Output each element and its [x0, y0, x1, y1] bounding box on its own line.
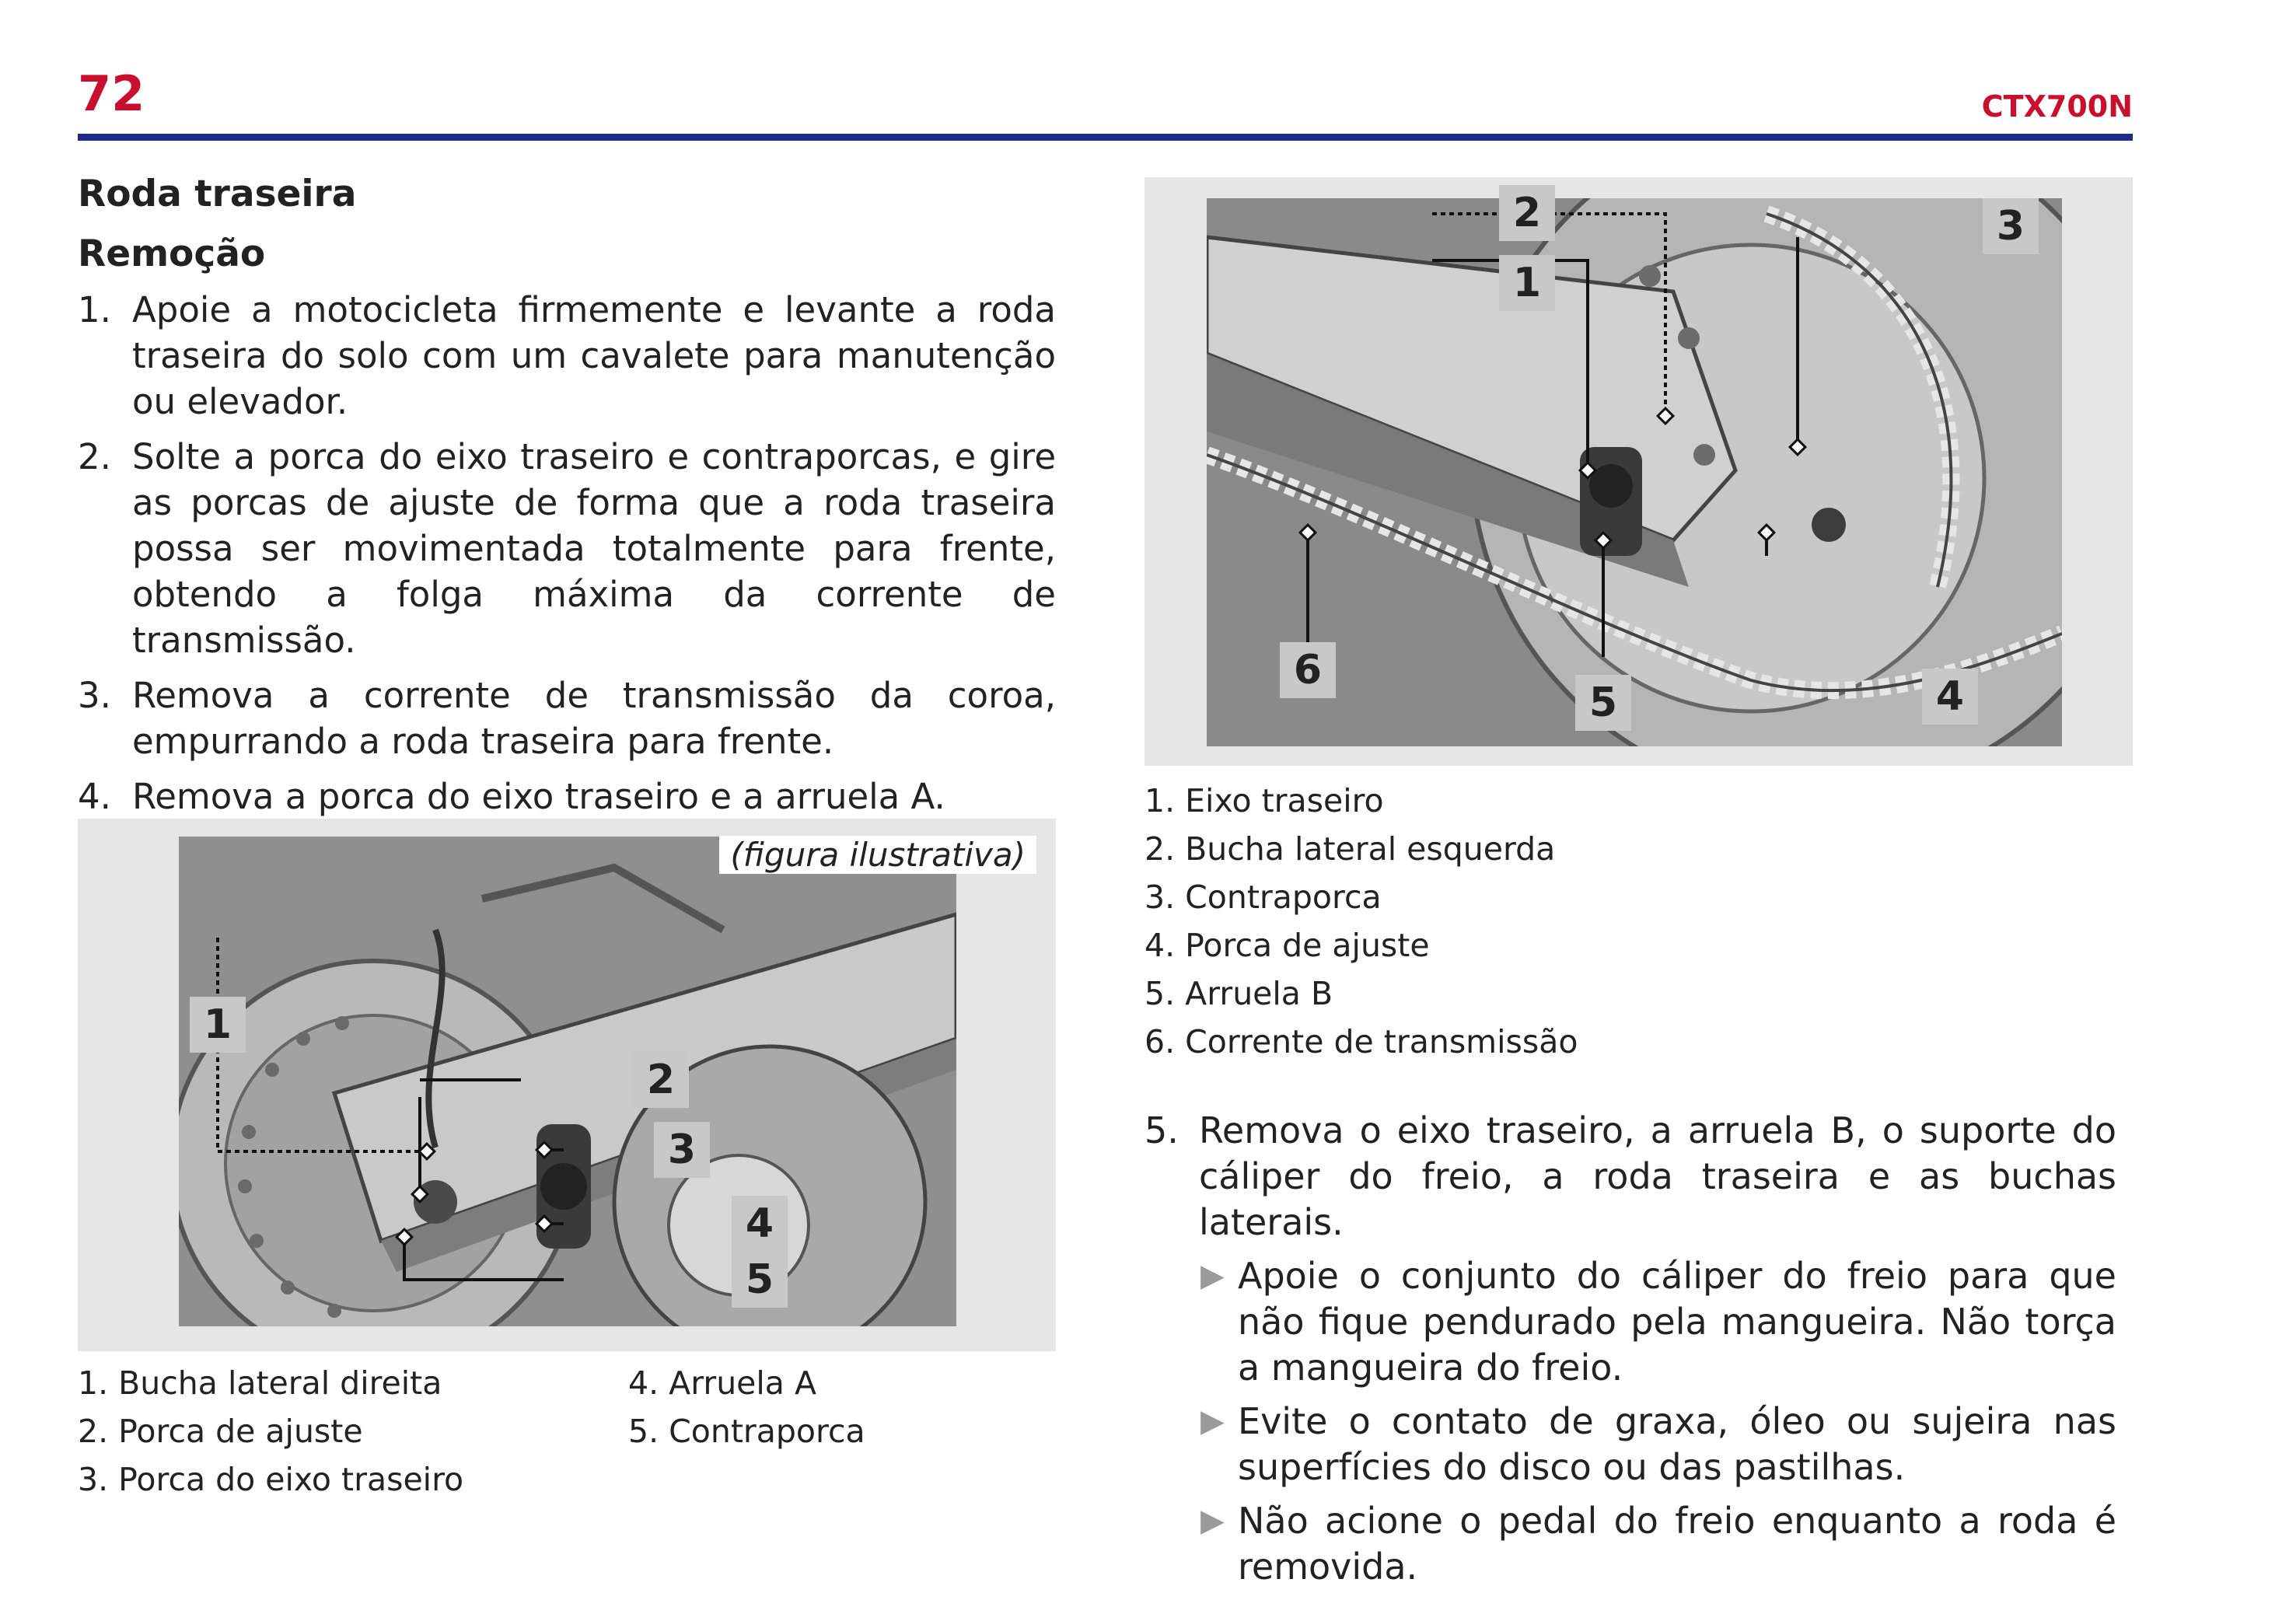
section-title: Roda traseira — [78, 173, 357, 215]
right-figure — [1145, 177, 2133, 766]
step-4 — [78, 774, 1056, 819]
step-text: Remova o eixo traseiro, a arruela B, o suporte do cáliper do freio, a roda traseira e as buchas laterais. — [1199, 1109, 2116, 1243]
step-5-bullets — [1145, 1253, 2116, 1590]
page-number: 72 — [78, 65, 145, 122]
legend-item: 2. Porca de ajuste — [78, 1413, 363, 1450]
legend-item: 6. Corrente de transmissão — [1145, 1023, 1578, 1060]
callout-5: 5 — [732, 1252, 788, 1308]
legend-item: 1. Eixo traseiro — [1145, 782, 1384, 819]
bullet-text: Apoie o conjunto do cáliper do freio para que não fique pendurado pela mangueira. Não torça a mangueira do freio. — [1238, 1255, 2116, 1389]
step-2 — [78, 434, 1056, 663]
left-figure-legend-col2 — [628, 1359, 865, 1455]
step-number: 4. — [78, 775, 111, 817]
section-subtitle: Remoção — [78, 232, 266, 276]
bullet-text: Não acione o pedal do freio enquanto a roda é removida. — [1238, 1500, 2116, 1588]
step-number: 5. — [1145, 1109, 1179, 1151]
figure-note: (figura ilustrativa) — [719, 836, 1036, 874]
triangle-right-icon: ▶ — [1200, 1258, 1225, 1294]
step-text: Solte a porca do eixo traseiro e contraporcas, e gire as porcas de ajuste de forma que a roda traseira possa ser movimentada totalmente para frente, obtendo a folga máxima da corrente de transmissão. — [132, 435, 1056, 661]
step-number: 2. — [78, 435, 111, 477]
legend-item: 4. Arruela A — [628, 1364, 816, 1402]
legend-item: 1. Bucha lateral direita — [78, 1364, 442, 1402]
callout-1: 1 — [190, 997, 246, 1053]
step-number: 1. — [78, 288, 111, 330]
callout-6: 6 — [1280, 642, 1336, 698]
bullet-item — [1145, 1498, 2116, 1590]
triangle-right-icon: ▶ — [1200, 1503, 1225, 1539]
legend-item: 4. Porca de ajuste — [1145, 927, 1430, 964]
step-5 — [1145, 1108, 2116, 1245]
triangle-right-icon: ▶ — [1200, 1403, 1225, 1439]
callout-2: 2 — [633, 1052, 689, 1108]
steps-list — [78, 287, 1056, 819]
legend-item: 2. Bucha lateral esquerda — [1145, 830, 1556, 868]
left-figure-leader-lines — [179, 837, 956, 1326]
step-5-block — [1145, 1108, 2116, 1598]
callout-3: 3 — [654, 1122, 710, 1178]
legend-item: 5. Contraporca — [628, 1413, 865, 1450]
legend-item: 3. Porca do eixo traseiro — [78, 1461, 464, 1498]
model-name: CTX700N — [1981, 89, 2133, 124]
header-rule — [78, 134, 2133, 141]
callout-2: 2 — [1499, 185, 1555, 241]
step-text: Remova a porca do eixo traseiro e a arruela A. — [132, 775, 945, 817]
legend-item: 5. Arruela B — [1145, 975, 1333, 1012]
step-text: Apoie a motocicleta firmemente e levante a roda traseira do solo com um cavalete para manutenção ou elevador. — [132, 288, 1056, 422]
step-text: Remova a corrente de transmissão da coroa, empurrando a roda traseira para frente. — [132, 674, 1056, 762]
step-3 — [78, 672, 1056, 764]
step-number: 3. — [78, 674, 111, 716]
right-figure-legend — [1145, 777, 1578, 1066]
legend-item: 3. Contraporca — [1145, 879, 1382, 916]
callout-5: 5 — [1575, 675, 1631, 731]
callout-1: 1 — [1499, 255, 1555, 311]
step-1 — [78, 287, 1056, 424]
bullet-text: Evite o contato de graxa, óleo ou sujeira nas superfícies do disco ou das pastilhas. — [1238, 1400, 2116, 1488]
callout-3: 3 — [1983, 198, 2039, 254]
left-figure — [78, 819, 1056, 1351]
bullet-item — [1145, 1253, 2116, 1391]
left-figure-illustration — [179, 837, 956, 1326]
left-figure-legend-col1 — [78, 1359, 463, 1504]
callout-4: 4 — [732, 1196, 788, 1252]
bullet-item — [1145, 1399, 2116, 1490]
left-column — [78, 169, 1056, 829]
callout-4: 4 — [1922, 669, 1978, 725]
